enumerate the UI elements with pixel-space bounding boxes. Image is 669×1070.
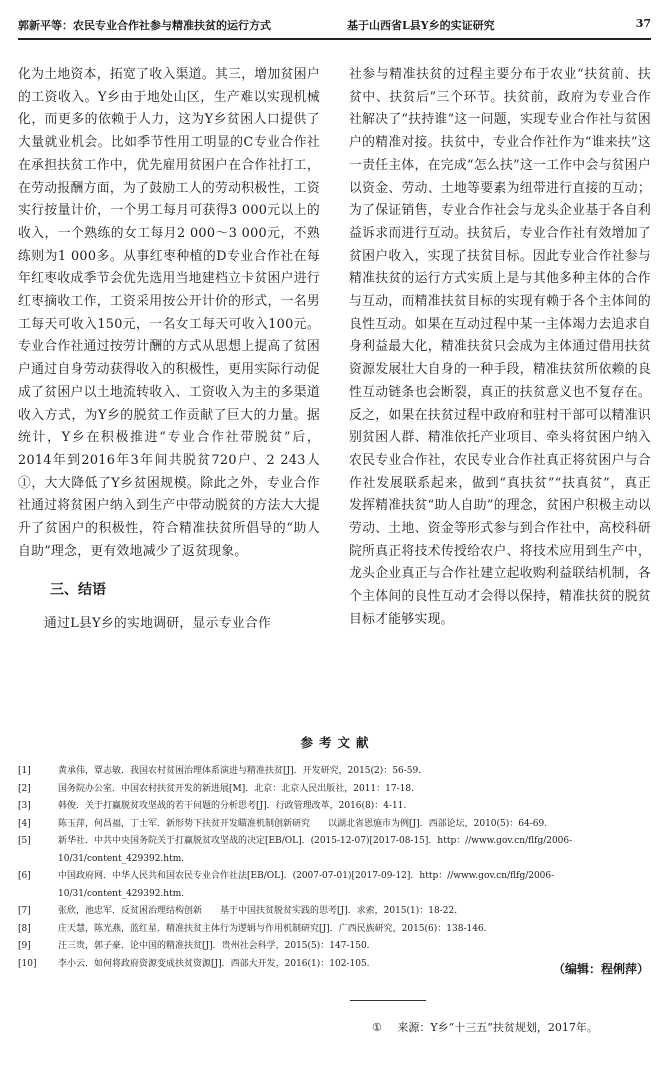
- right-column: [349, 64, 651, 632]
- reference-item: [18, 903, 657, 921]
- section-heading-conclusion: 三、结语: [50, 582, 106, 599]
- reference-item: [18, 798, 657, 816]
- reference-number: [5]: [18, 836, 31, 846]
- reference-text: 中国政府网．中华人民共和国农民专业合作社法[EB/OL]．(2007-07-01)[2017-09-12]．http：//www.gov.cn/flfg/2006-10/31/content_429392.htm.: [58, 871, 555, 899]
- references-section: [18, 733, 657, 973]
- reference-number: [1]: [18, 766, 31, 776]
- footnote-rule: [350, 1000, 426, 1001]
- reference-item: [18, 868, 657, 903]
- body-paragraph: 化为土地资本，拓宽了收入渠道。其三，增加贫困户的工资收入。Y乡由于地处山区，生产难以实现机械化，而更多的依赖于人力，这为Y乡贫困人口提供了大量就业机会。比如季节性用工明显的C专业合作社在承担扶贫工作中，优先雇用贫困户在合作社打工，在劳动报酬方面，为了鼓励工人的劳动积极性，工资实行按量计价，一个男工每月可获得3 000元以上的收入，一个熟练的女工每月2 000～3 000元，不熟练则为1 000多。从事红枣种植的D专业合作社在每年红枣收成季节会优先选用当地建档立卡贫困户进行红枣摘收工作，工资采用按公开计价的形式，一名男工每天可收入150元，一名女工每天可收入100元。专业合作社通过按劳计酬的方式从思想上提高了贫困户通过自身劳动获得收入的积极性，更用实际行动促成了贫困户以土地流转收入、工资收入为主的多渠道收入方式，为Y乡的脱贫工作贡献了巨大的力量。据统计，Y乡在积极推进“专业合作社带脱贫”后，2014年到2016年3年间共脱贫720户、2 243人①，大大降低了Y乡贫困规模。除此之外，专业合作社通过将贫困户纳入到生产中带动脱贫的方法大大提升了贫困户的积极性，符合精准扶贫所倡导的“助人自助”理念，更有效地减少了返贫现象。: [18, 67, 320, 559]
- reference-text: 黄承伟，覃志敏．我国农村贫困治理体系演进与精准扶贫[J]．开发研究，2015(2)：56-59.: [58, 766, 422, 776]
- reference-number: [8]: [18, 923, 31, 934]
- footnote-text: 来源：Y乡“十三五”扶贫规划，2017年。: [397, 1021, 598, 1034]
- header-authors-title: 郭新平等：农民专业合作社参与精准扶贫的运行方式: [18, 19, 271, 32]
- header-rule: [18, 38, 651, 40]
- reference-text: 国务院办公室．中国农村扶贫开发的新进展[M]．北京：北京人民出版社，2011：17-18.: [58, 783, 414, 794]
- left-column: [18, 64, 320, 636]
- reference-number: [9]: [18, 941, 31, 951]
- page-number: 37: [635, 17, 651, 30]
- reference-number: [6]: [18, 871, 31, 881]
- body-paragraph: 社参与精准扶贫的过程主要分布于农业“扶贫前、扶贫中、扶贫后”三个环节。扶贫前，政府为专业合作社解决了“扶持谁”这一问题，实现专业合作社与贫困户的精准对接。扶贫中，专业合作社作为“谁来扶”这一责任主体，在完成“怎么扶”这一工作中会与贫困户以资金、劳动、土地等要素为纽带进行直接的互动；为了保证销售，专业合作社会与龙头企业基于各自利益诉求而进行互动。扶贫后，专业合作社有效增加了贫困户收入，实现了扶贫目标。因此专业合作社参与精准扶贫的运行方式实质上是与其他多种主体的合作与互动，而精准扶贫目标的实现有赖于各个主体间的良性互动。如果在互动过程中某一主体竭力去追求自身利益最大化，精准扶贫只会成为主体通过借用扶贫资源发展壮大自身的一种手段，精准扶贫所依赖的良性互动链条也会断裂，真正的扶贫意义也不复存在。反之，如果在扶贫过程中政府和驻村干部可以精准识别贫困人群、精准依托产业项目、牵头将贫困户纳入农民专业合作社，农民专业合作社真正将贫困户与合作社发展联系起来，做到“真扶贫”“扶真贫”，真正发挥精准扶贫“助人自助”的理念，贫困户积极主动以劳动、土地、资金等形式参与到合作社中，高校科研院所真正将技术传授给农户、将技术应用到生产中，龙头企业真正与合作社建立起收购利益联结机制，各个主体间的良性互动才会得以保持，精准扶贫的脱贫目标才能够实现。: [349, 67, 651, 627]
- reference-number: [10]: [18, 958, 37, 969]
- body-paragraph: 通过L县Y乡的实地调研，显示专业合作: [44, 616, 272, 632]
- footnote: [372, 1019, 598, 1035]
- footnote-marker: ①: [372, 1021, 382, 1034]
- reference-text: 韩俊．关于打赢脱贫攻坚战的若干问题的分析思考[J]．行政管理改革，2016(8)：4-11.: [58, 801, 407, 811]
- references-list: [18, 763, 657, 973]
- reference-text: 李小云．如何将政府资源变成扶贫资源[J]．西部大开发，2016(1)：102-105.: [58, 958, 370, 969]
- reference-item: [18, 781, 657, 799]
- reference-number: [2]: [18, 783, 31, 794]
- reference-text: 新华社．中共中央国务院关于打赢脱贫攻坚战的决定[EB/OL]．(2015-12-07)[2017-08-15]．http：//www.gov.cn/flfg/2006-10/31/content_429392.htm.: [58, 836, 573, 864]
- reference-item: [18, 833, 657, 868]
- reference-item: [18, 816, 657, 834]
- reference-text: 陈玉萍，何昌福，丁士军．新形势下扶贫开发瞄准机制创新研究 以湖北省恩施市为例[J]．西部论坛，2010(5)：64-69.: [58, 818, 548, 829]
- reference-item: [18, 763, 657, 781]
- editor-note: （编辑：程俐萍）: [552, 962, 649, 976]
- reference-number: [7]: [18, 906, 31, 916]
- reference-number: [4]: [18, 818, 31, 829]
- reference-item: [18, 921, 657, 939]
- reference-item: [18, 938, 657, 956]
- references-title: 参考文献: [300, 735, 375, 750]
- reference-text: 张欣，池忠军．反贫困治理结构创新 基于中国扶贫脱贫实践的思考[J]．求索，2015(1)：18-22.: [58, 906, 458, 916]
- reference-number: [3]: [18, 801, 31, 811]
- running-header: [18, 10, 651, 46]
- reference-text: 汪三贵，郭子豪．论中国的精准扶贫[J]．贵州社会科学，2015(5)：147-150.: [58, 941, 370, 951]
- reference-text: 庄天慧，陈光燕，蓝红星．精准扶贫主体行为逻辑与作用机制研究[J]．广西民族研究，2015(6)：138-146.: [58, 923, 487, 934]
- header-subtitle: 基于山西省L县Y乡的实证研究: [347, 19, 495, 32]
